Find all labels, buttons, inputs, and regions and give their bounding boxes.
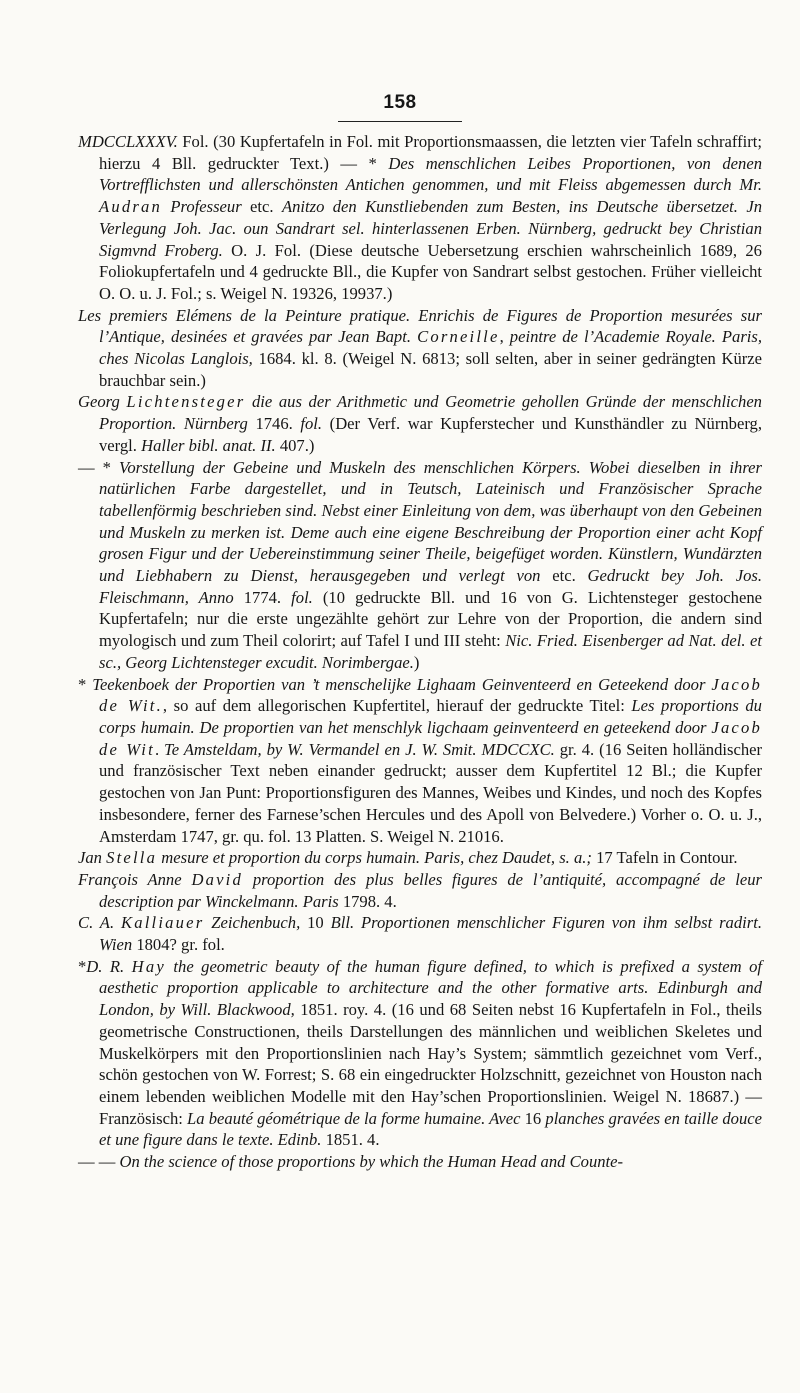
entry-text: fol. (291, 587, 313, 607)
entry-text: Hay (131, 956, 166, 976)
entry-text (124, 957, 131, 976)
entry-text: (10 gedruckte Bll. und 16 von G. Lichtensteger gestochene Kupfertafeln; nur die erste ungezählte gehört zur Lehre von der Proportion, die andern sind myologisch und zum Theil colorirt; auf Tafel I und III steht: (99, 587, 762, 651)
entry-text: die aus der Arithmetic und Geometrie gehollen Gründe der menschlichen Proportion. Nürnberg (99, 392, 762, 434)
entry-text: Teekenboek der Proportien van ’t menschelijke Lighaam Geinventeerd en Geteekend door (92, 674, 706, 694)
entry-text: gr. 4. (16 Seiten holländischer und französischer Text neben einander gedruckt; ausser dem Kupfertitel 12 Bl.; die Kupfer gestochen von Jan Punt: Proportionsfiguren des Mannes, Weibes und Kindes, und noch des Kopfes insbesondere, ferner des Farnese’schen Hercules und des Apoll von Belvedere.) Vorher o. O. u. J., Amsterdam 1747, gr. qu. fol. 13 Platten. S. Weigel N. 21016. (99, 739, 763, 846)
entry-text: 1851. roy. 4. (16 und 68 Seiten nebst 16 Kupfertafeln in Fol., theils geometrische Constructionen, theils Darstellungen des männlichen und weiblichen Skeletes und Muskelkörpers mit den Proportionslinien nach Hay’s System; sämmtlich gezeichnet vom Verf., schön gestochen von W. Forrest; S. 68 ein eingedruckter Holzschnitt, gezeichnet von Houston nach einem lebenden weiblichen Modelle mit den Hay’schen Proportionslinien. Weigel N. 18687.) — Französisch: (99, 1000, 762, 1128)
bib-entry-david (78, 869, 762, 912)
entry-text: ) (413, 652, 420, 672)
entry-text (243, 870, 253, 889)
entry-text: , so auf dem allegorischen Kupfertitel, hierauf der gedruckte Titel: (162, 696, 632, 716)
entry-text: On the science of those proportions by which the Human Head and Counte- (119, 1152, 624, 1172)
entry-text: D. R. (86, 956, 125, 976)
entry-text: MDCCLXXXV. (78, 132, 178, 151)
bib-entry-premiers-elemens (78, 305, 762, 392)
bib-entry-lichtensteger (78, 391, 762, 456)
page-number: 158 (383, 92, 417, 113)
entry-text: Les proportions du corps humain. De proportien van het menschlyk ligchaam geinventeerd en geteekend door (99, 696, 762, 737)
entry-text: etc. (540, 566, 588, 586)
entry-text: mesure et proportion du corps humain. Paris, chez Daudet, (161, 848, 556, 868)
entry-text: 1804? gr. fol. (132, 935, 225, 955)
entry-text: Kalliauer (120, 913, 205, 933)
entry-text: 407.) (275, 435, 315, 455)
entry-text: Corneille (417, 327, 500, 347)
entry-text: Des menschlichen Leibes Proportionen, von denen Vortrefflichsten und allerschönsten Antichen genommen, und mit Fleiss abgemessen durch Mr. (99, 153, 762, 195)
bib-entry-teekenboek (78, 674, 762, 848)
entry-text: Anitzo den Kunstliebenden zum Besten, ins Deutsche übersetzet. Jn Verlegung Joh. Jac. oun Sandrart sel. hinterlassenen Erben. Nürnberg, gedruckt bey Christian Sigmvnd Froberg. (99, 197, 762, 260)
entry-text: 1851. 4. (321, 1130, 380, 1150)
entry-text: the geometric beauty of the human figure defined, to which is prefixed a system of aesthetic proportion applicable to architecture and the other formative arts. Edinburgh and London, by Will. Blackwood, (99, 956, 762, 1020)
entry-text: Bll. Proportionen menschlicher Figuren von ihm selbst radirt. Wien (99, 913, 762, 955)
entry-text: 1746. (247, 414, 301, 434)
entry-text: proportion des plus belles figures de l’antiquité, accompagné de leur description par Winckelmann. Paris (99, 869, 762, 911)
entry-text: Haller bibl. anat. II. (141, 435, 276, 455)
entry-text: 16 (520, 1108, 546, 1128)
entry-text: Audran (99, 197, 162, 217)
entry-text: 10 (300, 913, 331, 933)
entry-text: planches gravées en taille douce et une figure dans le texte. Edinb. (99, 1108, 763, 1150)
entry-text: , (499, 327, 510, 347)
bib-entry-science (78, 1151, 762, 1173)
entry-text: Zeichenbuch, (211, 913, 301, 933)
entry-text: Stella (106, 848, 158, 868)
bib-entry-kalliauer (78, 912, 762, 955)
entry-text: Georg (78, 392, 120, 412)
entry-text: peintre de l’Academie Royale. Paris, ches Nicolas Langlois, (99, 327, 763, 369)
entry-text: Les premiers Elémens de la Peinture pratique. Enrichis de Figures de Proportion mesurées sur l’Antique, desinées et gravées par Jean Bapt. (78, 305, 762, 347)
entry-text: François Anne (78, 869, 182, 889)
entry-text: — — (78, 1152, 120, 1172)
entry-text: * (78, 956, 87, 976)
bib-entry-mdcclxxxv (78, 131, 762, 305)
entry-text: s. a.; (559, 848, 592, 868)
entry-text: 1684. kl. 8. (Weigel N. 6813; soll selten, aber in seiner gedrängten Kürze brauchbar sein.) (99, 349, 762, 390)
bib-entry-hay (78, 956, 762, 1151)
entry-text: etc. (241, 197, 282, 217)
entry-text: Jan (78, 848, 102, 868)
entry-text: fol. (300, 414, 323, 434)
entry-text: C. A. (78, 913, 115, 933)
entry-text: Te Amsteldam, by W. Vermandel en J. W. Smit. MDCCXC. (164, 739, 555, 759)
entry-text: Gedruckt bey Joh. Jos. Fleischmann, Anno (99, 566, 762, 607)
bib-entry-vorstellung (78, 457, 762, 674)
entry-text: Lichtensteger (126, 392, 246, 412)
entry-text: (Der Verf. war Kupferstecher und Kunsthändler zu Nürnberg, vergl. (99, 414, 762, 455)
entry-text: Vorstellung der Gebeine und Muskeln des menschlichen Körpers. Wobei dieselben in ihrer natürlichen Farbe dargestellet, und in Teutsch, Lateinisch und Französischer Sprache tabellenförmig beschrieben sind. Nebst einer Einleitung von dem, was überhaupt von den Gebeinen und Muskeln zu merken ist. Deme auch eine eigene Beschreibung der Proportion einer acht Kopf grosen Figur und der Uebereinstimmung seiner Theile, beigefüget worden. Künstlern, Wundärzten und Liebhabern zu Dienst, herausgegeben und verlegt von (99, 457, 762, 586)
entry-text: — * (78, 457, 120, 477)
entry-text: David (191, 869, 243, 889)
entry-text: Professeur (170, 197, 242, 217)
entry-text: 1798. 4. (338, 891, 397, 911)
entry-text: Jacob de Wit. (99, 674, 762, 716)
entry-text: Jacob de Wit (99, 717, 762, 759)
entry-text: La beauté géométrique de la forme humaine. Avec (187, 1108, 521, 1128)
entry-text: 17 Tafeln in Contour. (591, 848, 738, 868)
bibliography-text (78, 131, 762, 1173)
entry-text: 1774. (233, 587, 292, 607)
entry-text (182, 870, 192, 889)
entry-text: O. J. Fol. (Diese deutsche Uebersetzung erschien wahrscheinlich 1689, 26 Foliokupfertafeln und 4 gedruckte Bll., die Kupfer von Sandrart selbst gestochen. Früher vielleicht O. O. u. J. Fol.; s. Weigel N. 19326, 19937.) (99, 240, 762, 303)
entry-text (245, 392, 252, 411)
entry-text: Nic. Fried. Eisenberger ad Nat. del. et sc., Georg Lichtensteger excudit. Norimbergae. (99, 631, 763, 672)
entry-text: . (154, 739, 165, 759)
entry-text: Fol. (30 Kupfertafeln in Fol. mit Proportionsmaassen, die letzten vier Tafeln schraffirt; hierzu 4 Bll. gedruckter Text.) — * (99, 132, 762, 173)
entry-text (114, 913, 121, 932)
bib-entry-stella (78, 847, 762, 869)
entry-text: * (78, 674, 93, 694)
header-rule (338, 121, 462, 122)
